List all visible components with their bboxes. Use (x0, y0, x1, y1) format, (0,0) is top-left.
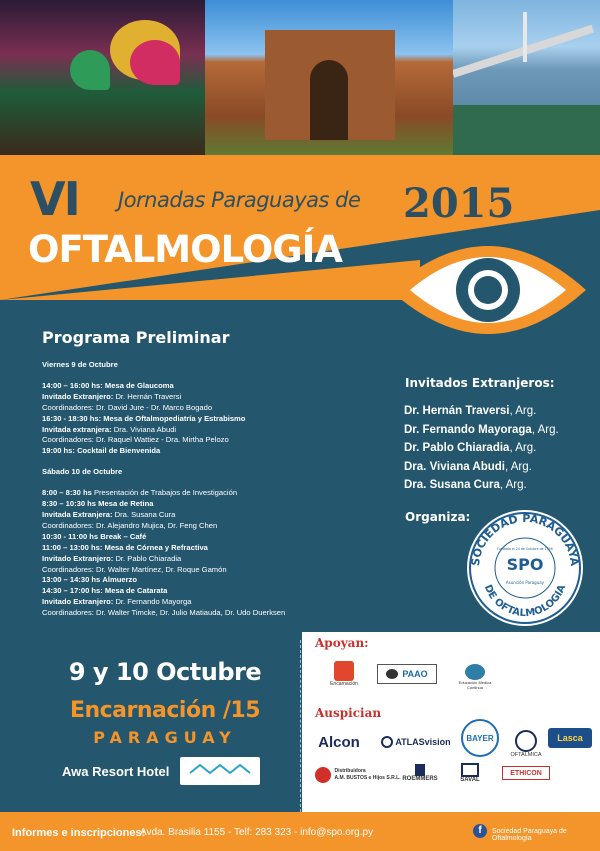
schedule-line (42, 478, 362, 488)
section-divider (300, 640, 301, 812)
event-dates: 9 y 10 Octubre (68, 658, 262, 686)
schedule-text: Dr. Hernán Traversi (115, 391, 182, 401)
seal-top-text: SOCIEDAD PARAGUAYA (468, 511, 582, 567)
schedule-text: Mesa de Oftalmopediatría y Estrabismo (103, 413, 246, 423)
eye-icon (388, 232, 588, 348)
guests-title: Invitados Extranjeros: (405, 376, 555, 390)
schedule-time: Invitado Extranjero: (42, 597, 114, 607)
guest-country: , Arg. (504, 460, 532, 473)
edition-numeral: VI (30, 172, 79, 226)
guest-item (404, 402, 559, 421)
schedule-line (42, 608, 362, 619)
event-city: Encarnación /15 (69, 698, 261, 723)
encarnacion-logo-label: Encarnación (330, 681, 358, 687)
schedule-text: Coordinadores: Dr. Walter Martínez, Dr. Roque Gamón (42, 564, 227, 574)
schedule-text: Mesa de Retina (98, 499, 154, 509)
schedule-line (42, 532, 362, 543)
guest-name: Dr. Fernando Mayoraga (404, 423, 532, 436)
schedule-time: Invitado Extranjero: (42, 391, 114, 401)
bayer-logo (460, 718, 500, 758)
seal-city: Asunción Paraguay (505, 580, 545, 585)
schedule-text: Presentación de Trabajos de Investigación (93, 488, 238, 498)
bustos-logo-label: A.M. BUSTOS e Hijos S.R.L. (334, 775, 401, 781)
schedule-text: Coordinadores: Dr. David Jure - Dr. Marco Bogado (42, 402, 213, 412)
schedule-time: 14:30 – 17:00 hs: (42, 586, 103, 596)
guest-item (404, 439, 559, 458)
guest-name: Dr. Hernán Traversi (404, 405, 510, 417)
seal-founded: Fundada el 24 de Octubre de 1956 (497, 547, 553, 551)
schedule-text: Dra. Susana Cura (114, 509, 176, 519)
event-year: 2015 (403, 180, 515, 227)
schedule-time: 19:00 hs: (42, 446, 75, 456)
schedule-line (42, 457, 362, 467)
bustos-emblem-icon (315, 767, 331, 783)
saval-logo-label: SAVAL (460, 777, 480, 783)
spo-seal-logo (465, 508, 585, 628)
schedule-time: 10:30 - 11:00 hs (42, 531, 99, 541)
guest-item (404, 421, 559, 440)
awa-hotel-logo (180, 757, 260, 785)
lasca-logo-label: Lasca (557, 733, 583, 743)
guest-name: Dra. Viviana Abudi (404, 460, 505, 473)
emc-logo (458, 660, 492, 694)
schedule-line (42, 586, 362, 597)
atlasvision-logo (376, 732, 456, 752)
schedule-text: Sábado 10 de Octubre (42, 467, 123, 477)
emc-emblem-icon (465, 664, 485, 680)
specialty-title: OFTALMOLOGÍA (28, 228, 343, 271)
schedule-time: 8:00 – 8:30 hs (42, 488, 92, 498)
alcon-logo-label: Alcon (318, 733, 360, 751)
oftalmica-circle-icon (515, 730, 537, 752)
schedule-line (42, 521, 362, 532)
program-title: Programa Preliminar (42, 328, 230, 347)
paao-logo-label: PAAO (402, 669, 428, 679)
schedule-text: Coordinadores: Dr. Walter Timcke, Dr. Julio Matiauda, Dr. Udo Duerksen (42, 608, 286, 618)
schedule-line (42, 381, 362, 392)
schedule-text: Coordinadores: Dr. Alejandro Mujica, Dr. Feng Chen (42, 520, 218, 530)
schedule-time: Invitado Extranjero: (42, 553, 114, 563)
atlasvision-logo-label: ATLASvision (395, 737, 451, 747)
event-country: PARAGUAY (93, 728, 237, 747)
bustos-logo (314, 764, 402, 786)
paao-logo (377, 664, 437, 684)
guest-name: Dr. Pablo Chiaradia (404, 442, 510, 454)
encarnacion-emblem-icon (334, 661, 354, 681)
schedule-line (42, 446, 362, 457)
atlasvision-globe-icon (381, 736, 393, 748)
schedule-time: 13:00 – 14:30 hs (42, 575, 101, 585)
guest-item (404, 458, 559, 477)
organizer-label: Organiza: (405, 510, 471, 524)
schedule-time: 11:00 – 13:00 hs: (42, 542, 103, 552)
schedule-line (42, 435, 362, 446)
schedule-line (42, 510, 362, 521)
emc-logo-label: Educación Medica Continua (458, 680, 492, 690)
saval-s-icon (461, 763, 479, 777)
schedule-time: 8:30 – 10:30 hs (42, 499, 97, 509)
schedule-text: Break – Café (100, 531, 147, 541)
seal-bottom-text: DE OFTALMOLOGIA (481, 583, 569, 620)
schedule-text: Viernes 9 de Octubre (42, 360, 118, 369)
footer-contact[interactable]: Avda. Brasilia 1155 - Telf: 283 323 - info@spo.org.py (140, 827, 374, 838)
guests-list (404, 402, 559, 495)
apoyan-label: Apoyan: (315, 636, 369, 650)
schedule-text: Coordinadores: Dr. Raquel Wattiez - Dra. Mirtha Pelozo (42, 435, 229, 445)
paao-eye-icon (386, 669, 398, 679)
schedule-time: Invitada Extranjera: (42, 509, 113, 519)
roemmers-logo (396, 760, 444, 786)
event-name: Jornadas Paraguayas de (118, 188, 361, 212)
awa-wave-icon (180, 757, 260, 785)
schedule-line (42, 467, 362, 478)
bustos-distrib-label: Distribuidora (334, 768, 366, 774)
program-schedule (42, 360, 362, 619)
schedule-line (42, 425, 362, 436)
schedule-line (42, 597, 362, 608)
guest-country: , Arg. (499, 479, 527, 491)
oftalmica-logo (504, 722, 548, 766)
schedule-line (42, 414, 362, 425)
schedule-line (42, 499, 362, 510)
facebook-icon[interactable]: f (473, 824, 487, 838)
schedule-line (42, 543, 362, 554)
footer-label: Informes e inscripciones: (12, 827, 146, 839)
schedule-text: Almuerzo (102, 575, 137, 585)
schedule-text: Dr. Pablo Chiaradia (115, 553, 182, 563)
alcon-logo (308, 732, 370, 752)
schedule-time: 14:00 – 16:00 hs: (42, 380, 103, 390)
schedule-text: Dr. Fernando Mayorga (115, 597, 192, 607)
oftalmica-logo-label: OFTALMICA (510, 752, 542, 758)
schedule-line (42, 565, 362, 576)
schedule-line (42, 371, 362, 381)
roemmers-tower-icon (415, 764, 425, 776)
guest-country: , Arg. (509, 405, 537, 417)
schedule-text: Cocktail de Bienvenida (77, 446, 161, 456)
schedule-text: Mesa de Glaucoma (104, 380, 174, 390)
schedule-line (42, 488, 362, 499)
event-venue: Awa Resort Hotel (62, 764, 170, 779)
schedule-line (42, 392, 362, 403)
schedule-time: 16:30 - 18:30 hs: (42, 413, 102, 423)
eye-pupil (474, 276, 502, 304)
seal-initials: SPO (506, 555, 544, 574)
saval-logo (454, 758, 486, 788)
schedule-text: Mesa de Córnea y Refractiva (104, 542, 208, 552)
bayer-logo-label: BAYER (466, 734, 494, 743)
roemmers-logo-label: ROEMMERS (402, 776, 438, 782)
guest-country: , Arg. (531, 423, 559, 436)
schedule-line (42, 403, 362, 414)
ethicon-logo (502, 766, 550, 780)
schedule-time: Invitada extranjera: (42, 424, 112, 434)
schedule-line (42, 554, 362, 565)
lasca-logo (548, 728, 592, 748)
guest-name: Dra. Susana Cura (404, 479, 500, 491)
auspician-label: Auspician (315, 706, 382, 720)
schedule-text: Dra. Viviana Abudi (113, 424, 177, 434)
schedule-line (42, 360, 362, 371)
encarnacion-logo (328, 656, 360, 692)
guest-item (404, 476, 559, 495)
ethicon-logo-label: ETHICON (510, 769, 542, 777)
schedule-line (42, 575, 362, 586)
footer-facebook-page[interactable]: Sociedad Paraguaya de Oftalmología (492, 828, 567, 842)
guest-country: , Arg. (509, 442, 537, 454)
schedule-text: Mesa de Catarata (104, 586, 168, 596)
